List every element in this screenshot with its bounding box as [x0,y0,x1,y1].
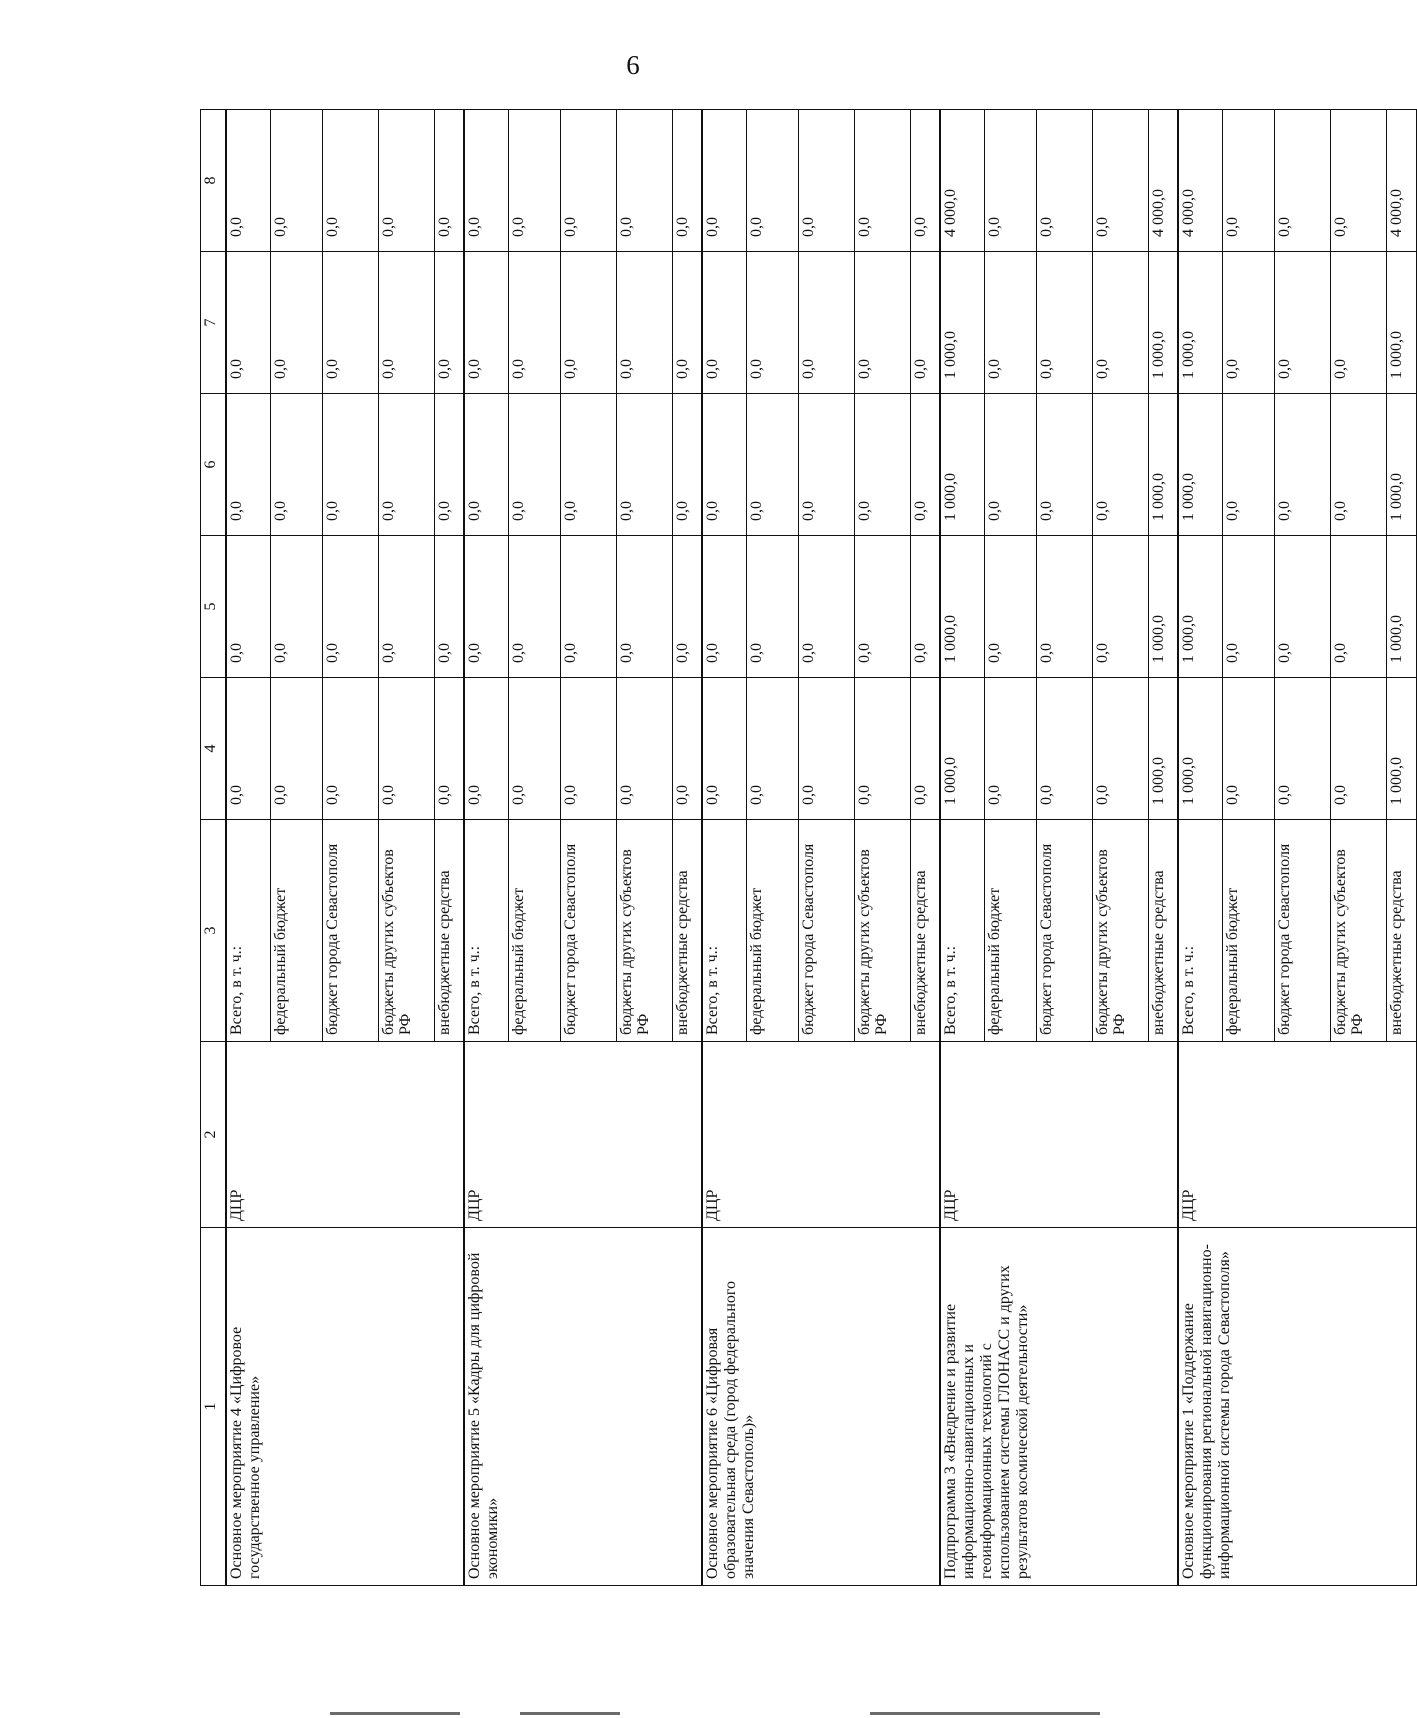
amount-cell: 0,0 [798,394,854,536]
scan-artifact [330,1712,460,1715]
amount-cell: 0,0 [378,110,434,252]
funding-source-cell: бюджет города Севастополя [1274,820,1330,1042]
scan-artifact [520,1712,620,1715]
amount-cell: 1 000,0 [940,536,984,678]
amount-cell: 0,0 [854,678,910,820]
funding-source-cell: бюджеты других субъектов РФ [378,820,434,1042]
amount-cell: 1 000,0 [1386,252,1416,394]
amount-cell: 0,0 [322,252,378,394]
funding-source-cell: федеральный бюджет [746,820,798,1042]
amount-cell: 0,0 [270,536,322,678]
amount-cell: 0,0 [1092,536,1148,678]
amount-cell: 1 000,0 [1148,252,1178,394]
amount-cell: 0,0 [672,678,702,820]
amount-cell: 1 000,0 [1386,678,1416,820]
amount-cell: 0,0 [226,394,270,536]
amount-cell: 0,0 [508,536,560,678]
amount-cell: 0,0 [1274,252,1330,394]
funding-source-cell: Всего, в т. ч.: [940,820,984,1042]
amount-cell: 1 000,0 [940,678,984,820]
funding-source-cell: федеральный бюджет [508,820,560,1042]
amount-cell: 0,0 [910,678,940,820]
header-cell: 8 [201,110,227,252]
amount-cell: 0,0 [464,394,508,536]
table-row [940,110,984,1586]
amount-cell: 0,0 [1274,536,1330,678]
amount-cell: 0,0 [702,536,746,678]
amount-cell: 0,0 [910,536,940,678]
amount-cell: 1 000,0 [1386,536,1416,678]
amount-cell: 0,0 [508,110,560,252]
amount-cell: 0,0 [378,678,434,820]
amount-cell: 0,0 [984,536,1036,678]
amount-cell: 0,0 [746,536,798,678]
amount-cell: 0,0 [322,536,378,678]
funding-source-cell: федеральный бюджет [984,820,1036,1042]
amount-cell: 1 000,0 [940,252,984,394]
amount-cell: 0,0 [508,252,560,394]
amount-cell: 1 000,0 [1178,252,1222,394]
amount-cell: 0,0 [560,394,616,536]
amount-cell: 0,0 [560,678,616,820]
amount-cell: 0,0 [984,394,1036,536]
funding-source-cell: бюджет города Севастополя [322,820,378,1042]
funding-source-cell: федеральный бюджет [270,820,322,1042]
amount-cell: 0,0 [464,110,508,252]
amount-cell: 0,0 [798,110,854,252]
amount-cell: 0,0 [746,110,798,252]
amount-cell: 0,0 [746,678,798,820]
amount-cell: 0,0 [1036,678,1092,820]
funding-source-cell: федеральный бюджет [1222,820,1274,1042]
amount-cell: 0,0 [378,536,434,678]
page-number: 6 [626,50,640,80]
amount-cell: 0,0 [854,536,910,678]
amount-cell: 0,0 [508,394,560,536]
amount-cell: 0,0 [672,252,702,394]
amount-cell: 4 000,0 [1178,110,1222,252]
amount-cell: 0,0 [1222,536,1274,678]
amount-cell: 0,0 [560,252,616,394]
funding-source-cell: бюджеты других субъектов РФ [854,820,910,1042]
amount-cell: 0,0 [508,678,560,820]
table-row [702,110,746,1586]
amount-cell: 0,0 [464,536,508,678]
amount-cell: 0,0 [322,110,378,252]
amount-cell: 0,0 [616,678,672,820]
funding-source-cell: внебюджетные средства [1386,820,1416,1042]
amount-cell: 0,0 [910,394,940,536]
amount-cell: 0,0 [672,110,702,252]
amount-cell: 0,0 [270,252,322,394]
funding-source-cell: бюджеты других субъектов РФ [1092,820,1148,1042]
amount-cell: 0,0 [746,394,798,536]
amount-cell: 0,0 [434,536,464,678]
funding-source-cell: Всего, в т. ч.: [1178,820,1222,1042]
amount-cell: 0,0 [1036,536,1092,678]
amount-cell: 0,0 [672,394,702,536]
amount-cell: 1 000,0 [1178,394,1222,536]
amount-cell: 0,0 [854,394,910,536]
amount-cell: 0,0 [226,110,270,252]
rotated-table-container [200,110,1405,1586]
program-name-cell: Основное мероприятие 1 «Поддержание функционирования региональной навигационно-информационной системы города Севастополя» [1178,1228,1416,1586]
amount-cell: 0,0 [226,678,270,820]
amount-cell: 0,0 [1036,110,1092,252]
amount-cell: 0,0 [1222,394,1274,536]
amount-cell: 0,0 [702,678,746,820]
amount-cell: 1 000,0 [1148,394,1178,536]
amount-cell: 0,0 [798,252,854,394]
amount-cell: 0,0 [984,678,1036,820]
amount-cell: 0,0 [616,110,672,252]
amount-cell: 0,0 [1274,678,1330,820]
amount-cell: 0,0 [1092,110,1148,252]
funding-source-cell: внебюджетные средства [672,820,702,1042]
funding-source-cell: внебюджетные средства [910,820,940,1042]
header-cell: 1 [201,1228,227,1586]
amount-cell: 4 000,0 [1148,110,1178,252]
executor-cell: ДЦР [464,1042,702,1228]
amount-cell: 0,0 [1274,394,1330,536]
amount-cell: 0,0 [464,678,508,820]
amount-cell: 0,0 [798,678,854,820]
amount-cell: 0,0 [1330,678,1386,820]
header-row [201,110,227,1586]
executor-cell: ДЦР [702,1042,940,1228]
amount-cell: 0,0 [1222,252,1274,394]
header-cell: 7 [201,252,227,394]
amount-cell: 0,0 [560,536,616,678]
header-cell: 2 [201,1042,227,1228]
amount-cell: 0,0 [984,252,1036,394]
program-name-cell: Основное мероприятие 6 «Цифровая образовательная среда (город федерального значения Севастополь)» [702,1228,940,1586]
amount-cell: 0,0 [702,394,746,536]
table-row [464,110,508,1586]
amount-cell: 0,0 [1036,252,1092,394]
amount-cell: 0,0 [1222,110,1274,252]
amount-cell: 0,0 [322,394,378,536]
amount-cell: 0,0 [270,110,322,252]
funding-source-cell: бюджет города Севастополя [560,820,616,1042]
amount-cell: 0,0 [1092,252,1148,394]
amount-cell: 0,0 [378,252,434,394]
amount-cell: 0,0 [798,536,854,678]
amount-cell: 0,0 [226,536,270,678]
amount-cell: 0,0 [910,252,940,394]
amount-cell: 0,0 [226,252,270,394]
amount-cell: 0,0 [270,678,322,820]
amount-cell: 0,0 [1222,678,1274,820]
header-cell: 4 [201,678,227,820]
funding-source-cell: бюджет города Севастополя [798,820,854,1042]
table-body [201,110,1417,1586]
program-name-cell: Подпрограмма 3 «Внедрение и развитие информационно-навигационных и геоинформационных технологий с использованием системы ГЛОНАСС и других результатов космической деятельности» [940,1228,1178,1586]
amount-cell: 0,0 [616,536,672,678]
amount-cell: 0,0 [1330,110,1386,252]
amount-cell: 1 000,0 [1178,536,1222,678]
amount-cell: 0,0 [854,110,910,252]
amount-cell: 0,0 [464,252,508,394]
amount-cell: 0,0 [616,394,672,536]
amount-cell: 0,0 [434,394,464,536]
amount-cell: 0,0 [702,252,746,394]
header-cell: 6 [201,394,227,536]
rotated-table-area [200,110,1405,1586]
amount-cell: 4 000,0 [1386,110,1416,252]
amount-cell: 1 000,0 [1386,394,1416,536]
amount-cell: 0,0 [434,678,464,820]
header-cell: 3 [201,820,227,1042]
amount-cell: 1 000,0 [1148,536,1178,678]
amount-cell: 0,0 [1330,536,1386,678]
funding-source-cell: бюджет города Севастополя [1036,820,1092,1042]
amount-cell: 0,0 [1330,394,1386,536]
amount-cell: 0,0 [434,110,464,252]
amount-cell: 1 000,0 [1178,678,1222,820]
program-name-cell: Основное мероприятие 5 «Кадры для цифровой экономики» [464,1228,702,1586]
amount-cell: 0,0 [1330,252,1386,394]
header-cell: 5 [201,536,227,678]
program-name-cell: Основное мероприятие 4 «Цифровое государственное управление» [226,1228,464,1586]
executor-cell: ДЦР [226,1042,464,1228]
amount-cell: 0,0 [1274,110,1330,252]
executor-cell: ДЦР [940,1042,1178,1228]
amount-cell: 0,0 [910,110,940,252]
amount-cell: 0,0 [616,252,672,394]
amount-cell: 0,0 [746,252,798,394]
amount-cell: 0,0 [434,252,464,394]
amount-cell: 0,0 [984,110,1036,252]
table-row [226,110,270,1586]
funding-source-cell: бюджеты других субъектов РФ [616,820,672,1042]
amount-cell: 0,0 [702,110,746,252]
amount-cell: 0,0 [672,536,702,678]
amount-cell: 4 000,0 [940,110,984,252]
funding-table [200,109,1417,1586]
amount-cell: 1 000,0 [1148,678,1178,820]
table-row [1178,110,1222,1586]
amount-cell: 0,0 [1092,394,1148,536]
amount-cell: 0,0 [854,252,910,394]
funding-source-cell: бюджеты других субъектов РФ [1330,820,1386,1042]
amount-cell: 0,0 [322,678,378,820]
funding-source-cell: Всего, в т. ч.: [464,820,508,1042]
funding-source-cell: внебюджетные средства [434,820,464,1042]
executor-cell: ДЦР [1178,1042,1416,1228]
amount-cell: 0,0 [270,394,322,536]
funding-source-cell: Всего, в т. ч.: [226,820,270,1042]
scan-artifact [870,1712,1100,1715]
funding-source-cell: внебюджетные средства [1148,820,1178,1042]
funding-source-cell: Всего, в т. ч.: [702,820,746,1042]
amount-cell: 0,0 [560,110,616,252]
amount-cell: 1 000,0 [940,394,984,536]
amount-cell: 0,0 [378,394,434,536]
amount-cell: 0,0 [1036,394,1092,536]
amount-cell: 0,0 [1092,678,1148,820]
